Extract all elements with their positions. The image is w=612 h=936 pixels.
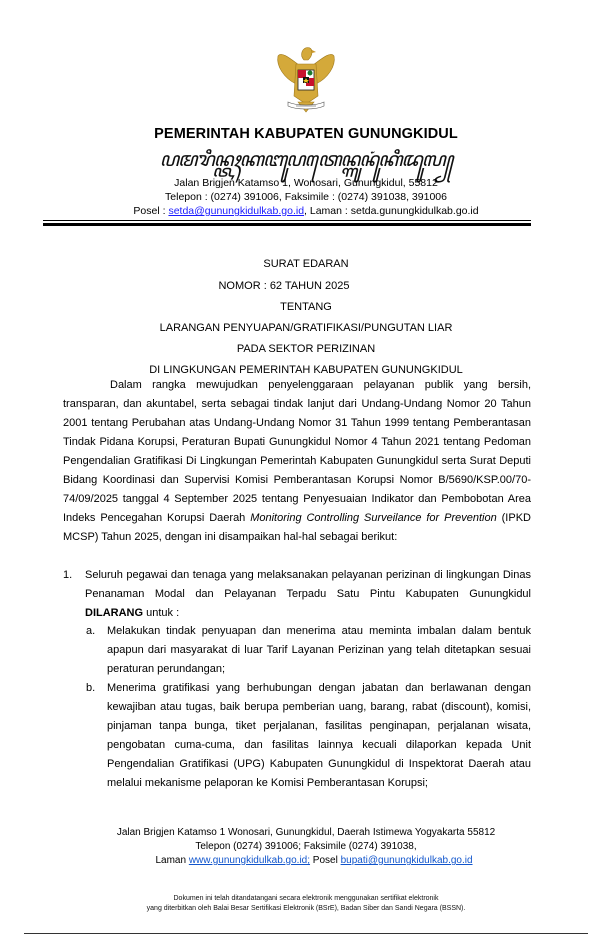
footer-email-link[interactable]: bupati@gunungkidulkab.go.id [340, 855, 473, 866]
sub-item-text: Menerima gratifikasi yang berhubungan dengan jabatan dan berlawanan dengan kewajiban atau tugas, baik berupa pemberian uang, barang, rabat (discount), komisi, pinjaman tanpa bunga, tiket perjalanan, fasilitas penginapan, perjalanan wisata, pengobatan cuma-cuma, dan fasilitas lainnya kecuali dilaporkan kepada Unit Pengendalian Gratifikasi (UPG) Kabupaten Gunungkidul di Inspektorat Daerah atau melalui mekanisme pelaporan ke Komisi Pemberantasan Korupsi; [107, 682, 531, 789]
letterhead-phone: Telepon : (0274) 391006, Faksimile : (0274) 391038, 391006 [165, 191, 447, 203]
letterhead-title: PEMERINTAH KABUPATEN GUNUNGKIDUL [154, 126, 458, 142]
page-bottom-divider [24, 933, 588, 934]
footer-laman-label: Laman [155, 855, 189, 866]
intro-text-1: Dalam rangka mewujudkan penyelenggaraan pelayanan publik yang bersih, transparan, dan akuntabel, serta sebagai tindak lanjut dari Undang-Undang Nomor 20 Tahun 2001 tentang Perubahan atas Undang-Undang Nomor 31 Tahun 1999 tentang Pemberantasan Tindak Pidana Korupsi, Peraturan Bupati Gunungkidul Nomor 4 Tahun 2021 tentang Pedoman Pengendalian Gratifikasi Di Lingkungan Pemerintah Kabupaten Gunungkidul serta Surat Deputi Bidang Koordinasi dan Supervisi Komisi Pemberantasan Korupsi Nomor B/5690/KSP.00/70-74/09/2025 tanggal 4 September 2025 tentang Penyesuaian Indikator dan Pembobotan Area Indeks Pencegahan Korupsi Daerah [63, 379, 531, 524]
footer-address: Jalan Brigjen Katamso 1 Wonosari, Gunungkidul, Daerah Istimewa Yogyakarta 55812 [116, 827, 496, 838]
javanese-script-title: ꦥꦩꦫꦶꦤ꧀ꦠꦃꦏꦧꦸꦥꦠꦺꦤ꧀ꦒꦸꦤꦸꦁꦏꦶꦢꦸꦭ꧀ [159, 147, 453, 171]
list-item-emphasis: DILARANG [85, 607, 144, 619]
sub-item-b [86, 679, 531, 793]
list-item-text: Seluruh pegawai dan tenaga yang melaksanakan pelayanan perizinan di lingkungan Dinas Penanaman Modal dan Pelayanan Terpadu Satu Pintu Kabupaten Gunungkidul [85, 569, 531, 600]
laman-url: setda.gunungkidulkab.go.id [350, 205, 479, 217]
sub-item-a [86, 622, 531, 679]
garuda-pancasila-emblem-icon [266, 40, 346, 120]
sub-item-text: Melakukan tindak penyuapan dan menerima atau meminta imbalan dalam bentuk apapun dari masyarakat di luar Tarif Layanan Perizinan yang telah ditetapkan sesuai peraturan perundangan; [107, 625, 531, 675]
document-number: NOMOR : 62 TAHUN 2025 [218, 280, 350, 292]
document-subject-line-1: LARANGAN PENYUAPAN/GRATIFIKASI/PUNGUTAN LIAR [159, 322, 453, 334]
sub-item-letter: a. [86, 625, 96, 637]
list-item-text-end: untuk : [143, 607, 180, 619]
document-subject-line-2: PADA SEKTOR PERIZINAN [236, 343, 376, 355]
posel-label: Posel : [133, 205, 169, 217]
bsre-notice-line-2: yang diterbitkan oleh Balai Besar Sertifikasi Elektronik (BSrE), Badan Siber dan Sandi Negara (BSSN). [146, 905, 466, 912]
sub-item-letter: b. [86, 682, 96, 694]
document-about: TENTANG [280, 301, 332, 313]
letterhead-contact [0, 205, 612, 217]
intro-text-2: (IPKD MCSP) Tahun 2025, dengan ini disampaikan hal-hal sebagai berikut: [63, 512, 531, 543]
footer-posel-label: Posel [310, 855, 341, 866]
intro-paragraph [63, 376, 531, 547]
letterhead-address: Jalan Brigjen Katamso 1, Wonosari, Gunungkidul, 55812 [174, 177, 438, 189]
bsre-notice-line-1: Dokumen ini telah ditandatangani secara elektronik menggunakan sertifikat elektronik [173, 895, 439, 902]
letterhead-divider-thick [43, 223, 531, 226]
list-item-1 [63, 566, 531, 623]
posel-email-link[interactable]: setda@gunungkidulkab.go.id [168, 205, 305, 217]
footer-phone: Telepon (0274) 391006; Faksimile (0274) 391038, [195, 841, 417, 852]
footer-website-link[interactable]: www.gunungkidulkab.go.id; [188, 855, 311, 866]
footer-contact [8, 854, 612, 868]
list-item-number: 1. [63, 569, 73, 581]
laman-label: , Laman : [304, 205, 351, 217]
intro-italic-term: Monitoring Controlling Surveilance for Prevention [250, 512, 497, 524]
letterhead-divider-thin [43, 220, 531, 221]
document-type: SURAT EDARAN [263, 258, 349, 270]
document-subject-line-3: DI LINGKUNGAN PEMERINTAH KABUPATEN GUNUNGKIDUL [149, 364, 463, 376]
